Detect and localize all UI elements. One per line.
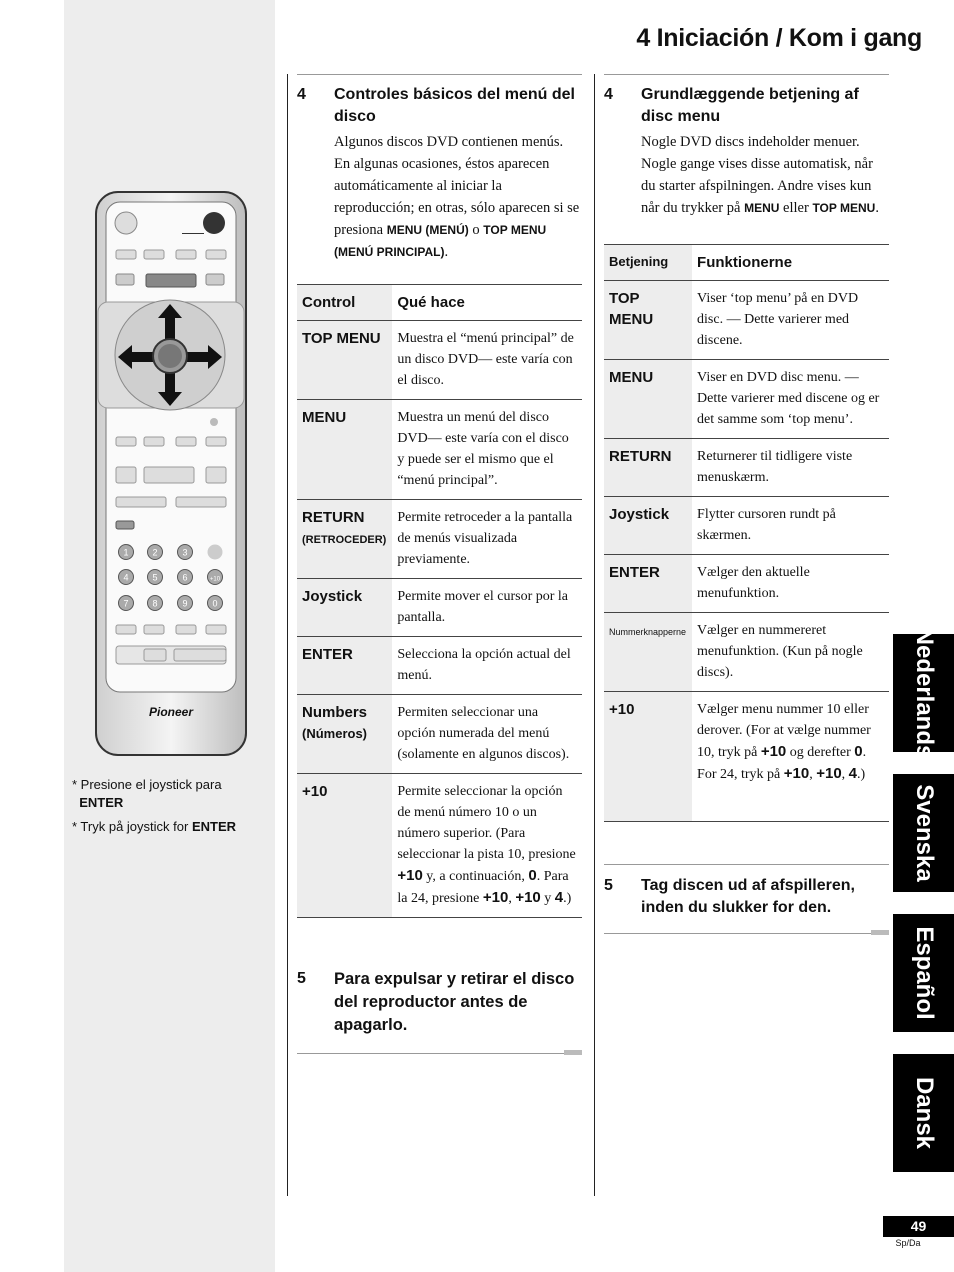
key-label: +10 xyxy=(482,889,509,906)
column-header: Qué hace xyxy=(392,285,582,321)
desc-text: y xyxy=(544,891,552,906)
control-name xyxy=(297,500,392,579)
table-row xyxy=(297,774,582,918)
remote-number-key-label: 8 xyxy=(152,598,158,609)
desc-text: og derefter xyxy=(789,745,851,760)
control-label: ENTER xyxy=(302,646,353,663)
key-label: 4 xyxy=(554,889,564,906)
table-row xyxy=(604,360,889,439)
intro-text: . xyxy=(444,244,449,260)
table-row xyxy=(297,321,582,400)
table-row xyxy=(604,692,889,822)
section-5-heading xyxy=(297,968,582,1037)
remote-number-key-label: 2 xyxy=(152,547,158,558)
control-name xyxy=(297,579,392,637)
section-intro xyxy=(641,131,889,219)
control-label: Joystick xyxy=(302,588,363,605)
language-tab-nederlands[interactable] xyxy=(893,627,954,759)
remote-number-key-label: 6 xyxy=(182,572,188,583)
column-divider xyxy=(287,74,288,1196)
control-name xyxy=(604,439,692,497)
note-danish xyxy=(72,818,236,836)
control-description: Flytter cursoren rundt på skærmen. xyxy=(692,497,889,555)
control-label: MENU xyxy=(609,369,654,386)
control-name xyxy=(604,360,692,439)
remote-number-key-label: 5 xyxy=(152,572,158,583)
control-label: ENTER xyxy=(609,564,660,581)
key-label: 4 xyxy=(848,765,858,782)
table-row xyxy=(604,613,889,692)
danish-column xyxy=(604,74,889,934)
control-description: Vælger en nummereret menufunktion. (Kun på nogle discs). xyxy=(692,613,889,692)
spanish-column xyxy=(297,74,582,1054)
table-row xyxy=(297,500,582,579)
desc-text: .) xyxy=(563,891,572,906)
keyword-top-menu: TOP MENU xyxy=(812,201,876,215)
control-sublabel: (RETROCEDER) xyxy=(302,534,387,546)
language-tab-label: Dansk xyxy=(910,1076,938,1150)
key-label: 0 xyxy=(854,743,863,760)
intro-text: Nogle DVD discs indeholder menuer. Nogle gange vises disse automatisk, når du starter afspilningen. Andre vises kun når du trykker på xyxy=(641,134,873,216)
section-title: Controles básicos del menú del disco xyxy=(334,86,575,125)
section-divider xyxy=(604,864,889,865)
key-label: +10 xyxy=(397,867,423,884)
page-title: 4 Iniciación / Kom i gang xyxy=(636,24,922,52)
control-sublabel: (Números) xyxy=(302,726,368,741)
desc-text: , xyxy=(841,767,846,782)
top-rule xyxy=(604,74,889,75)
desc-text: . For 24, tryk på xyxy=(697,745,867,782)
table-row xyxy=(297,400,582,500)
control-description: Permite mover el cursor por la pantalla. xyxy=(392,579,582,637)
control-name xyxy=(604,281,692,360)
controls-table xyxy=(297,284,582,918)
remote-number-key-label: 9 xyxy=(182,598,188,609)
desc-text: Vælger menu nummer 10 eller derover. (For at vælge nummer 10, tryk på xyxy=(697,702,871,760)
control-description xyxy=(692,692,889,822)
control-label: RETURN xyxy=(302,509,365,526)
table-row xyxy=(297,637,582,695)
section-4-heading xyxy=(297,84,582,128)
note-da-text: * Tryk på joystick for xyxy=(72,819,189,834)
language-tab-espanol[interactable] xyxy=(893,914,954,1032)
control-name xyxy=(297,321,392,400)
remote-number-key-label: 1 xyxy=(123,547,129,558)
keyword-top-menu: TOP MENU xyxy=(483,223,547,237)
control-name: +10 xyxy=(604,692,692,822)
remote-number-key-label: +10 xyxy=(209,576,221,583)
intro-text: eller xyxy=(783,200,809,216)
section-number: 4 xyxy=(604,86,613,103)
section-number: 5 xyxy=(604,877,613,894)
intro-text: . xyxy=(875,200,879,216)
section-intro xyxy=(334,131,582,263)
control-name xyxy=(297,695,392,774)
table-row xyxy=(604,439,889,497)
intro-text: Algunos discos DVD contienen menús. En algunas ocasiones, éstos aparecen automáticamente al iniciar la reproducción; en otras, sólo aparecen si se presiona xyxy=(334,134,580,238)
table-header-row xyxy=(297,285,582,321)
column-header: Control xyxy=(297,285,392,321)
table-row xyxy=(297,695,582,774)
key-label: 0 xyxy=(528,867,537,884)
desc-text: Permite seleccionar la opción de menú número 10 o un número superior. (Para seleccionar la pista 10, presione xyxy=(397,784,576,862)
control-name xyxy=(297,400,392,500)
language-tab-svenska[interactable] xyxy=(893,774,954,892)
desc-text: . Para la 24, presione xyxy=(397,869,569,906)
section-4-heading xyxy=(604,84,889,128)
section-end-rule xyxy=(297,1053,582,1054)
section-title: Para expulsar y retirar el disco del reproductor antes de apagarlo. xyxy=(334,970,575,1034)
keyword-menu: MENU xyxy=(744,201,780,215)
remote-number-key-label: 4 xyxy=(123,572,129,583)
note-spanish xyxy=(72,776,222,812)
remote-control-illustration xyxy=(94,190,249,758)
remote-brand-logo: Pioneer xyxy=(148,705,194,719)
column-header: Betjening xyxy=(604,245,692,281)
desc-text: , xyxy=(508,891,512,906)
desc-text: y, a continuación, xyxy=(426,869,525,884)
section-end-rule xyxy=(604,933,889,934)
control-description: Muestra el “menú principal” de un disco DVD— este varía con el disco. xyxy=(397,331,574,388)
table-row xyxy=(604,281,889,360)
table-row xyxy=(604,497,889,555)
section-number: 4 xyxy=(297,86,306,103)
note-da-key: ENTER xyxy=(191,819,236,834)
column-header: Funktionerne xyxy=(692,245,889,281)
key-label: +10 xyxy=(783,765,810,782)
table-row xyxy=(604,555,889,613)
control-label: Nummerknapperne xyxy=(609,627,687,637)
control-description: Permiten seleccionar una opción numerada del menú (solamente en algunos discos). xyxy=(392,695,582,774)
key-label: +10 xyxy=(760,743,787,760)
remote-number-key-label: 0 xyxy=(212,598,218,609)
control-description: Permite retroceder a la pantalla de menús visualizada previamente. xyxy=(392,500,582,579)
language-tab-dansk[interactable] xyxy=(893,1054,954,1172)
remote-number-key-label: 7 xyxy=(123,598,129,609)
column-divider xyxy=(594,74,595,1196)
key-label: +10 xyxy=(816,765,842,782)
control-description: Returnerer til tidligere viste menuskærm. xyxy=(692,439,889,497)
controls-table xyxy=(604,244,889,822)
keyword-menu-principal: (MENÚ PRINCIPAL) xyxy=(334,245,445,259)
note-es-key: ENTER xyxy=(79,795,124,810)
keyword-menu: MENU (MENÚ) xyxy=(386,223,469,237)
control-label: Numbers xyxy=(302,704,368,721)
control-description xyxy=(392,774,582,918)
language-tab-label: Svenska xyxy=(910,784,938,882)
control-label: RETURN xyxy=(609,448,672,465)
control-name: +10 xyxy=(297,774,392,918)
control-name xyxy=(297,637,392,695)
control-label: TOP MENU xyxy=(302,330,381,347)
control-name xyxy=(604,555,692,613)
control-name xyxy=(604,497,692,555)
control-label: Joystick xyxy=(609,506,670,523)
table-header-row xyxy=(604,245,889,281)
section-5-heading xyxy=(604,875,889,919)
control-label: TOP MENU xyxy=(609,290,654,328)
note-es-text: * Presione el joystick para xyxy=(72,777,222,792)
control-label: MENU xyxy=(302,409,347,426)
remote-number-key-label: 3 xyxy=(182,547,188,558)
table-row xyxy=(297,579,582,637)
intro-text: o xyxy=(472,222,480,238)
control-description: Viser en DVD disc menu. — Dette varierer med discene og er det samme som ‘top menu’. xyxy=(692,360,889,439)
control-name xyxy=(604,613,692,692)
top-rule xyxy=(297,74,582,75)
language-tab-label: Español xyxy=(910,926,938,1020)
page-code: Sp/Da xyxy=(895,1238,921,1248)
section-number: 5 xyxy=(297,970,306,987)
key-label: +10 xyxy=(515,889,541,906)
remote-blank-key xyxy=(208,545,223,560)
desc-text: , xyxy=(809,767,813,782)
control-description: Vælger den aktuelle menufunktion. xyxy=(692,555,889,613)
section-title: Tag discen ud af afspilleren, inden du slukker for den. xyxy=(641,877,855,916)
control-description: Selecciona la opción actual del menú. xyxy=(392,637,582,695)
section-title: Grundlæggende betjening af disc menu xyxy=(641,86,859,125)
control-description: Muestra un menú del disco DVD— este varía con el disco y puede ser el mismo que el “menú principal”. xyxy=(392,400,582,500)
control-description: Viser ‘top menu’ på en DVD disc. — Dette varierer med discene. xyxy=(697,291,859,348)
language-tab-label: Nederlands xyxy=(910,627,938,759)
desc-text: .) xyxy=(857,767,866,782)
page-number: 49 xyxy=(883,1216,954,1237)
